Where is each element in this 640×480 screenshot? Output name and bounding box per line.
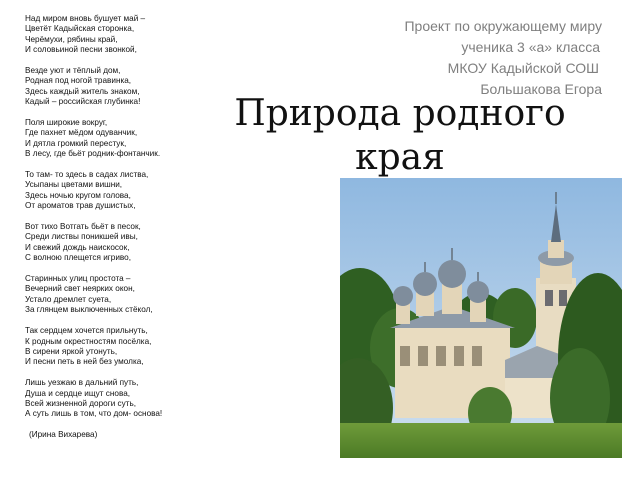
poem-line: Цветёт Кадыйская сторонка, (25, 24, 135, 34)
poem-line: Поля широкие вокруг, (25, 118, 108, 128)
poem-line: Где пахнет мёдом одуванчик, (25, 128, 138, 138)
poem-line: И соловьиной песни звонкой, (25, 45, 137, 55)
poem-line: И дятла громкий перестук, (25, 138, 127, 148)
title-line-1: Природа родного (234, 93, 566, 134)
grass (340, 423, 622, 458)
poem-line: В сирени яркой утонуть, (25, 346, 118, 356)
project-line-student-class: ученика 3 «а» класса (461, 39, 600, 55)
project-line-subject: Проект по окружающему миру (404, 18, 602, 34)
project-line-school: МКОУ Кадыйской СОШ (447, 60, 599, 76)
page-title (210, 92, 590, 180)
poem-line: В лесу, где бьёт родник-фонтанчик. (25, 149, 161, 159)
poem-line: Везде уют и тёплый дом, (25, 66, 121, 76)
poem-line: Кадый – российская глубинка! (25, 97, 141, 107)
poem (25, 14, 325, 441)
poem-line: А суть лишь в том, что дом- основа! (25, 409, 163, 419)
poem-line: Среди листвы поникшей ивы, (25, 232, 138, 242)
poem-line: Всей жизненной дороги суть, (25, 398, 137, 408)
poem-line: Усыпаны цветами вишни, (25, 180, 123, 190)
poem-line: Так сердцем хочется прильнуть, (25, 326, 148, 336)
poem-line: Здесь ночью кругом голова, (25, 190, 131, 200)
poem-stanza (25, 326, 325, 368)
poem-line: Черёмухи, рябины край, (25, 34, 118, 44)
poem-line: Над миром вновь бушует май – (25, 14, 146, 23)
poem-line: За глянцем выключенных стёкол, (25, 305, 153, 315)
poem-line: Душа и сердце ищут снова, (25, 388, 131, 398)
poem-stanza (25, 274, 325, 316)
poem-line: И песни петь в ней без умолка, (25, 357, 144, 367)
poem-line: То там- то здесь в садах листва, (25, 170, 149, 180)
poem-line: Лишь уезжаю в дальний путь, (25, 378, 139, 388)
poem-line: И свежий дождь наискосок, (25, 242, 130, 252)
poem-author: (Ирина Вихарева) (29, 430, 98, 440)
poem-line: Родная под ногой травинка, (25, 76, 132, 86)
poem-line: Здесь каждый житель знаком, (25, 86, 140, 96)
poem-line: К родным окрестностям посёлка, (25, 336, 152, 346)
poem-line: От ароматов трав душистых, (25, 201, 136, 211)
poem-stanza (25, 14, 325, 56)
project-info (302, 16, 602, 100)
poem-line: Вечерний свет неярких окон, (25, 284, 135, 294)
poem-line: Старинных улиц простота – (25, 274, 131, 284)
poem-stanza (25, 222, 325, 264)
project-line-student-name: Большакова Егора (480, 81, 602, 97)
church-photo (340, 178, 622, 458)
poem-line: С волною плещется игриво, (25, 253, 132, 263)
title-line-2: края (355, 137, 445, 178)
poem-line: Устало дремлет суета, (25, 294, 112, 304)
poem-line: Вот тихо Вотгать бьёт в песок, (25, 222, 141, 232)
poem-stanza (25, 378, 325, 420)
church-image (340, 178, 622, 458)
